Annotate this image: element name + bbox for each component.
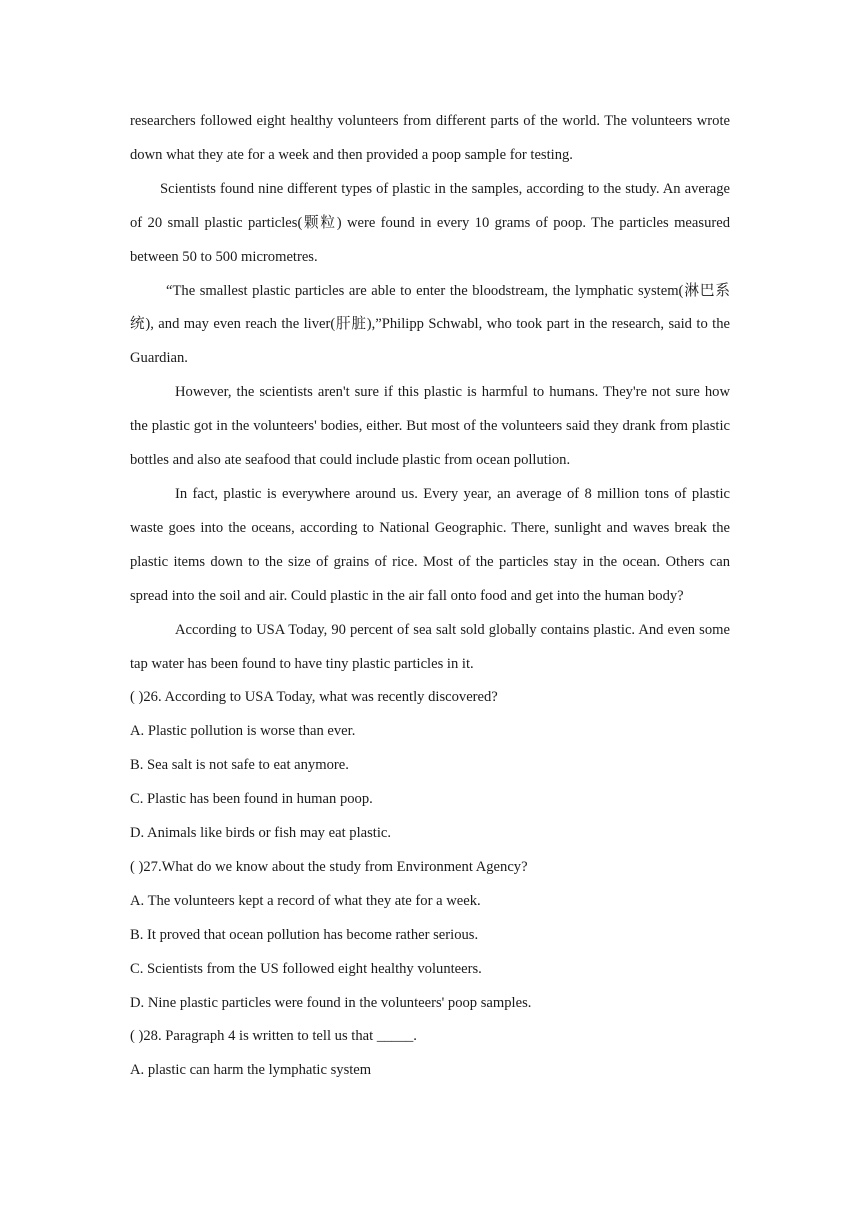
question-27 (130, 851, 730, 1021)
paragraph: researchers followed eight healthy volunteers from different parts of the world. The volunteers wrote down what they ate for a week and then provided a poop sample for testing. (130, 113, 730, 163)
option-c: C. Plastic has been found in human poop. (130, 791, 373, 808)
question-stem: ( )26. According to USA Today, what was recently discovered? (130, 689, 498, 706)
paragraph: According to USA Today, 90 percent of sea salt sold globally contains plastic. And even some tap water has been found to have tiny plastic particles in it. (130, 621, 730, 672)
option-b: B. It proved that ocean pollution has become rather serious. (130, 926, 479, 943)
option-b: B. Sea salt is not safe to eat anymore. (130, 757, 349, 774)
question-26 (130, 681, 730, 851)
paragraph: Scientists found nine different types of plastic in the samples, according to the study. An average of 20 small plastic particles(颗粒) were found in every 10 grams of poop. The particles measured between 50 to 500 micrometres. (130, 180, 730, 265)
option-a: A. plastic can harm the lymphatic system (130, 1062, 372, 1079)
option-d: D. Nine plastic particles were found in the volunteers' poop samples. (130, 994, 532, 1011)
option-a: A. The volunteers kept a record of what they ate for a week. (130, 892, 481, 909)
question-stem: ( )28. Paragraph 4 is written to tell us that _____. (130, 1028, 417, 1045)
question-stem: ( )27.What do we know about the study from Environment Agency? (130, 858, 528, 875)
paragraph: “The smallest plastic particles are able to enter the bloodstream, the lymphatic system(淋巴系统), and may even reach the liver(肝脏),”Philipp Schwabl, who took part in the research, said to the Guardian. (130, 282, 730, 367)
option-d: D. Animals like birds or fish may eat plastic. (130, 825, 392, 842)
document-page (130, 105, 730, 1088)
paragraph: However, the scientists aren't sure if this plastic is harmful to humans. They're not sure how the plastic got in the volunteers' bodies, either. But most of the volunteers said they drank from plastic bottles and also ate seafood that could include plastic from ocean pollution. (130, 384, 730, 469)
option-c: C. Scientists from the US followed eight healthy volunteers. (130, 960, 482, 977)
question-28 (130, 1020, 730, 1088)
paragraph: In fact, plastic is everywhere around us. Every year, an average of 8 million tons of plastic waste goes into the oceans, according to National Geographic. There, sunlight and waves break the plastic items down to the size of grains of rice. Most of the particles stay in the ocean. Others can spread into the soil and air. Could plastic in the air fall onto food and get into the human body? (130, 485, 730, 604)
option-a: A. Plastic pollution is worse than ever. (130, 723, 356, 740)
